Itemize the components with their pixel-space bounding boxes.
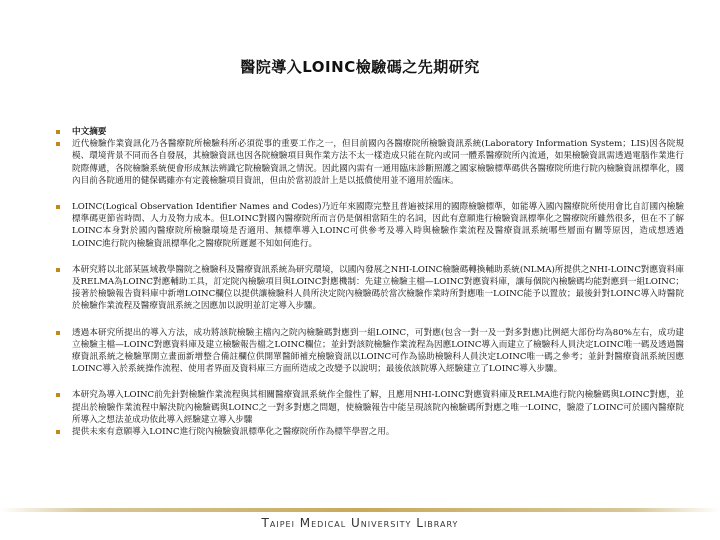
- footer-divider: [0, 508, 720, 512]
- square-bullet-icon: [56, 268, 60, 272]
- bullet-item: [56, 201, 684, 250]
- square-bullet-icon: [56, 205, 60, 209]
- paragraph-text: 本研究為導入LOINC前先針對檢驗作業流程與其相關醫療資訊系統作全盤性了解，且應用NHI-LOINC對應資料庫及RELMA進行院內檢驗碼與LOINC對應，並提出於檢驗作業流程中解決院內檢驗碼與LOINC之一對多對應之問題，使檢驗報告中能呈現該院內檢驗碼所對應之唯一LOINC，驗證了LOINC可於國內醫療院所導入之想法並成功依此導入經驗建立導入步驟: [72, 390, 684, 425]
- abstract-heading: 中文摘要: [72, 127, 107, 137]
- paragraph-text: LOINC(Logical Observation Identifier Names and Codes)乃近年來國際完整且普遍被採用的國際檢驗標準，如能導入國內醫療院所使用會比自訂國內檢驗標準碼更節省時間、人力及物力成本。但LOINC對國內醫療院所而言仍是個相當陌生的名詞，因此有意願進行檢驗資訊標準化之醫療院所雖然很多，但在不了解LOINC本身對於國內醫療院所檢驗環境是否適用、無標準導入LOINC可供參考及導入時與檢驗作業流程及醫療資訊系統哪些層面有關等原因，造成想透過LOINC進行院內檢驗資訊標準化之醫療院所遲遲不知如何進行。: [72, 202, 684, 249]
- bullet-item: [56, 389, 684, 426]
- abstract-content: [56, 126, 684, 438]
- square-bullet-icon: [56, 430, 60, 434]
- paragraph-text: 透過本研究所提出的導入方法，成功將該院檢驗主檔內之院內檢驗碼對應到一組LOINC，可對應(包含一對一及一對多對應)比例絕大部份均為80%左右，成功建立檢驗主檔—LOINC對應資料庫及建立檢驗報告檔之LOINC欄位；並針對該院檢驗作業流程為因應LOINC導入而建立了檢驗科人員決定LOINC唯一碼及透過醫療資訊系統之檢驗單開立畫面新增整合備註欄位供開單醫師補充檢驗資訊以LOINC可作為協助檢驗科人員決定LOINC唯一碼之參考；並針對醫療資訊系統因應LOINC導入於系統操作流程、使用者界面及資料庫三方面所造成之改變予以說明；最後依該院導入經驗建立了LOINC導入步驟。: [72, 327, 684, 375]
- footer-library-name: Taipei Medical University Library: [261, 516, 459, 530]
- bullet-item-heading: [56, 126, 684, 138]
- bullet-item: [56, 264, 684, 313]
- bullet-item: [56, 138, 684, 187]
- bullet-item: [56, 327, 684, 376]
- paragraph-text: 本研究將以北部某區域教學醫院之檢驗科及醫療資訊系統為研究環境，以國內發展之NHI-LOINC檢驗碼轉換輔助系統(NLMA)所提供之NHI-LOINC對應資料庫及RELMA為LOINC對應輔助工具，訂定院內檢驗項目與LOINC對應機制：先建立檢驗主檔—LOINC對應資料庫，讓每個院內檢驗碼均能對應到一組LOINC；接著於檢驗報告資料庫中新增LOINC欄位以提供讓檢驗科人員所決定院內檢驗碼於當次檢驗作業時所對應唯一LOINC能予以置放；最後針對LOINC導入時醫院於檢驗作業流程及醫療資訊系統之因應加以說明並訂定導入步驟。: [72, 264, 684, 312]
- square-bullet-icon: [56, 393, 60, 397]
- page-title: 醫院導入LOINC檢驗碼之先期研究: [240, 58, 480, 76]
- square-bullet-icon: [56, 130, 60, 134]
- bullet-item: [56, 426, 684, 438]
- square-bullet-icon: [56, 142, 60, 146]
- paragraph-text: 近代檢驗作業資訊化乃各醫療院所檢驗科所必須從事的重要工作之一，但目前國內各醫療院所檢驗資訊系統(Laboratory Information System；LIS)因各院規模、環境背景不同而各自發展，其檢驗資訊也因各院檢驗項目與作業方法不太一樣造成只能在院內或同一體系醫療院所內流通，如果檢驗資訊需透過電腦作業進行院際傳遞，各院檢驗系統便會形成無法辨識它院檢驗資訊之情況。因此國內需有一通用臨床診斷照護之國家檢驗標準碼供各醫療院所進行院內檢驗資訊標準化，國內目前各院通用的健保碼雖亦有定義檢驗項目資訊，但由於當初設計上是以抵償使用並不適用於臨床。: [72, 139, 684, 186]
- square-bullet-icon: [56, 331, 60, 335]
- paragraph-text: 提供未來有意願導入LOINC進行院內檢驗資訊標準化之醫療院所作為標竿學習之用。: [72, 427, 395, 438]
